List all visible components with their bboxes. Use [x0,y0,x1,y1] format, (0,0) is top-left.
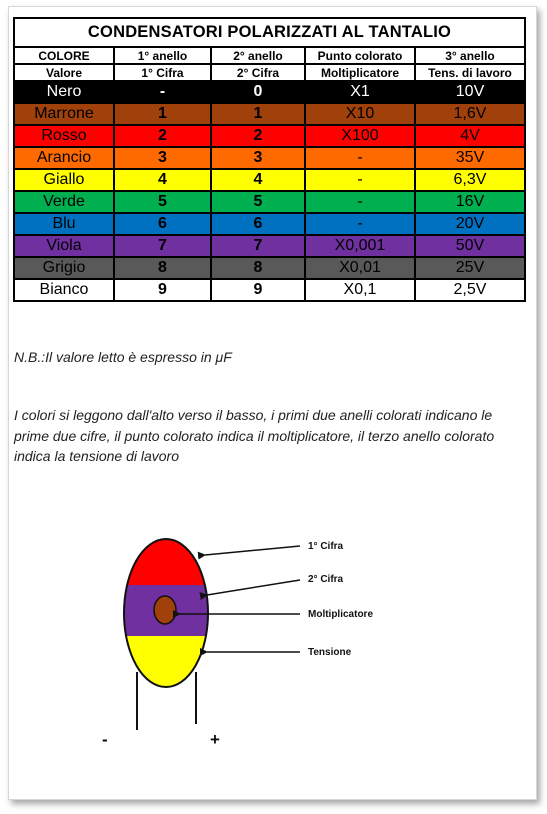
header-1-cifra: 1° Cifra [114,64,211,81]
cell-first-digit: 7 [114,235,211,257]
cell-first-digit: 9 [114,279,211,301]
voltage-band [120,636,212,691]
cell-second-digit: 8 [211,257,305,279]
cell-color-name: Marrone [14,103,114,125]
cell-color-name: Grigio [14,257,114,279]
header-moltiplicatore: Moltiplicatore [305,64,415,81]
header-valore: Valore [14,64,114,81]
label-voltage: Tensione [308,647,352,658]
cell-multiplier: X10 [305,103,415,125]
cell-color-name: Bianco [14,279,114,301]
cell-second-digit: 2 [211,125,305,147]
header-3-anello: 3° anello [415,47,525,64]
cell-multiplier: - [305,147,415,169]
cell-second-digit: 5 [211,191,305,213]
header-colore: COLORE [14,47,114,64]
cell-voltage: 50V [415,235,525,257]
cell-voltage: 35V [415,147,525,169]
header-2-cifra: 2° Cifra [211,64,305,81]
cell-voltage: 16V [415,191,525,213]
arrow-second-digit [207,580,300,595]
reading-instructions: I colori si leggono dall'alto verso il basso, i primi due anelli colorati indicano le prime due cifre, il punto colorato indica il moltiplicatore, il terzo anello colorato indica la tensione di lavoro [14,407,495,464]
cell-multiplier: X0,001 [305,235,415,257]
multiplier-dot [154,596,176,624]
header-tensione: Tens. di lavoro [415,64,525,81]
unit-note: N.B.:Il valore letto è espresso in μF [14,349,232,365]
header-2-anello: 2° anello [211,47,305,64]
cell-first-digit: - [114,81,211,103]
cell-first-digit: 1 [114,103,211,125]
cell-second-digit: 9 [211,279,305,301]
header-1-anello: 1° anello [114,47,211,64]
label-second-digit: 2° Cifra [308,574,344,585]
cell-first-digit: 3 [114,147,211,169]
cell-first-digit: 5 [114,191,211,213]
cell-first-digit: 8 [114,257,211,279]
cell-second-digit: 1 [211,103,305,125]
cell-multiplier: - [305,169,415,191]
cell-second-digit: 6 [211,213,305,235]
table-title: CONDENSATORI POLARIZZATI AL TANTALIO [14,18,525,47]
cell-voltage: 6,3V [415,169,525,191]
arrow-first-digit [205,546,300,555]
cell-color-name: Arancio [14,147,114,169]
label-multiplier: Moltiplicatore [308,609,374,620]
label-first-digit: 1° Cifra [308,541,344,552]
cell-color-name: Viola [14,235,114,257]
cell-second-digit: 0 [211,81,305,103]
cell-second-digit: 4 [211,169,305,191]
cell-second-digit: 7 [211,235,305,257]
cell-voltage: 20V [415,213,525,235]
first-digit-band [120,535,212,585]
header-punto-colorato: Punto colorato [305,47,415,64]
cell-first-digit: 6 [114,213,211,235]
cell-multiplier: X100 [305,125,415,147]
cell-color-name: Giallo [14,169,114,191]
cell-multiplier: X0,01 [305,257,415,279]
cell-second-digit: 3 [211,147,305,169]
cell-voltage: 2,5V [415,279,525,301]
cell-first-digit: 2 [114,125,211,147]
cell-color-name: Nero [14,81,114,103]
cell-multiplier: X1 [305,81,415,103]
cell-voltage: 10V [415,81,525,103]
cell-first-digit: 4 [114,169,211,191]
minus-sign: - [102,730,108,749]
plus-sign: + [210,730,220,749]
cell-color-name: Rosso [14,125,114,147]
cell-multiplier: - [305,213,415,235]
cell-voltage: 4V [415,125,525,147]
cell-voltage: 25V [415,257,525,279]
cell-color-name: Blu [14,213,114,235]
cell-voltage: 1,6V [415,103,525,125]
cell-color-name: Verde [14,191,114,213]
cell-multiplier: X0,1 [305,279,415,301]
cell-multiplier: - [305,191,415,213]
